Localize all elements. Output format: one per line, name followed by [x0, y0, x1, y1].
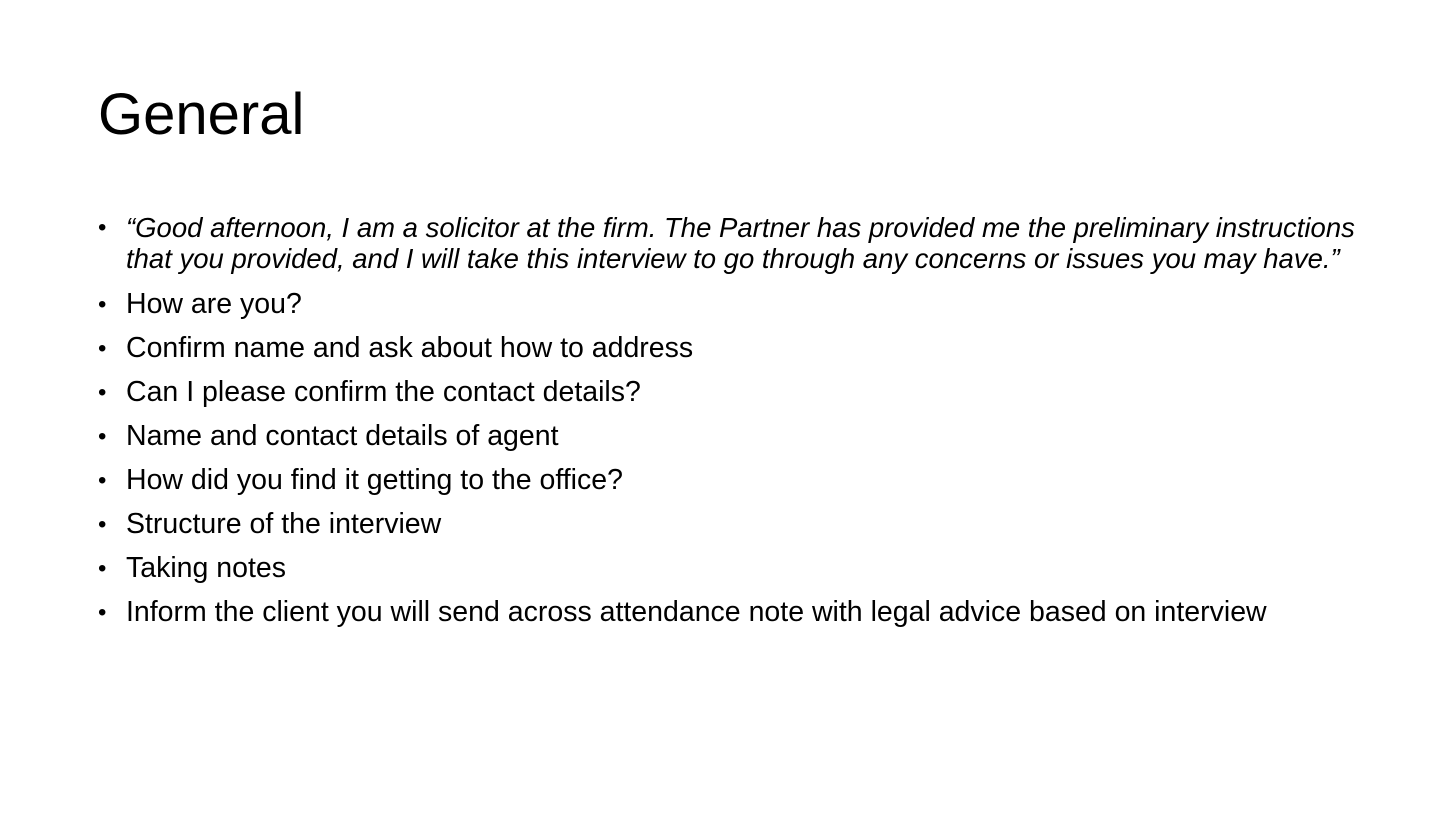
bullet-text: Name and contact details of agent	[126, 420, 559, 452]
bullet-text: Inform the client you will send across attendance note with legal advice based on interview	[126, 596, 1267, 628]
bullet-text: How are you?	[126, 288, 302, 320]
bullet-list	[98, 212, 1358, 641]
bullet-item-getting-to-office	[98, 465, 1358, 496]
bullet-item-confirm-name	[98, 333, 1358, 364]
bullet-item-greeting-quote	[98, 212, 1358, 274]
bullet-item-taking-notes	[98, 553, 1358, 584]
bullet-text: How did you find it getting to the office?	[126, 464, 623, 496]
bullet-icon: •	[98, 291, 107, 318]
bullet-text: Structure of the interview	[126, 508, 442, 540]
bullet-text: Can I please confirm the contact details?	[126, 376, 641, 408]
bullet-item-contact-details	[98, 377, 1358, 408]
bullet-text: Taking notes	[126, 552, 287, 584]
bullet-icon: •	[98, 379, 107, 406]
bullet-item-interview-structure	[98, 509, 1358, 540]
bullet-icon: •	[98, 555, 107, 582]
bullet-item-attendance-note	[98, 597, 1358, 628]
bullet-icon: •	[98, 423, 107, 450]
bullet-text: Confirm name and ask about how to address	[126, 332, 694, 364]
bullet-icon: •	[98, 335, 107, 362]
bullet-icon: •	[98, 467, 107, 494]
bullet-item-how-are-you	[98, 289, 1358, 320]
slide-title: General	[98, 82, 305, 147]
bullet-text: “Good afternoon, I am a solicitor at the firm. The Partner has provided me the preliminary instructions that you provided, and I will take this interview to go through any concerns or issues you may have.”	[126, 212, 1355, 274]
bullet-icon: •	[98, 599, 107, 626]
bullet-icon: •	[98, 214, 107, 241]
bullet-item-agent-details	[98, 421, 1358, 452]
bullet-icon: •	[98, 511, 107, 538]
